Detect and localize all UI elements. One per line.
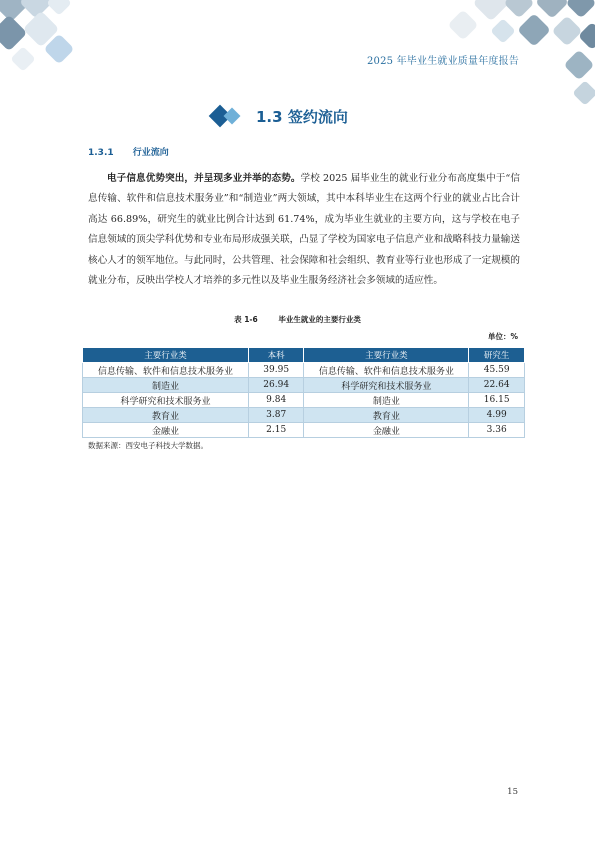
table-cell: 39.95 [248,363,304,378]
table-cell: 教育业 [83,408,249,423]
table-cell: 科学研究和技术服务业 [83,393,249,408]
section-number: 1.3 [256,108,283,126]
table-caption [0,314,595,325]
table-cell: 2.15 [248,423,304,438]
table-header-row [83,348,525,363]
table-cell: 3.87 [248,408,304,423]
page-number: 15 [507,787,518,797]
table-cell: 金融业 [304,423,469,438]
table-cell: 信息传输、软件和信息技术服务业 [83,363,249,378]
industry-table [82,347,525,438]
header-industry-undergrad: 主要行业类 [83,348,249,363]
table-cell: 9.84 [248,393,304,408]
table-row [83,423,525,438]
table-cell: 45.59 [469,363,525,378]
section-title [256,106,348,127]
table-cell: 26.94 [248,378,304,393]
table-caption-number: 表 1-6 [234,315,258,324]
table-cell: 3.36 [469,423,525,438]
table-caption-title: 毕业生就业的主要行业类 [278,315,361,324]
section-title-text: 签约流向 [287,108,348,126]
subsection-title: 行业流向 [132,148,169,158]
table-cell: 16.15 [469,393,525,408]
table-cell: 制造业 [304,393,469,408]
data-source-note: 数据来源：西安电子科技大学数据。 [88,441,208,450]
table-cell: 科学研究和技术服务业 [304,378,469,393]
subsection-number: 1.3.1 [88,148,114,158]
table-row [83,408,525,423]
paragraph-lead: 电子信息优势突出，并呈现多业并举的态势。 [107,173,301,184]
subsection-heading [88,145,169,158]
table-cell: 制造业 [83,378,249,393]
header-industry-grad: 主要行业类 [304,348,469,363]
table-unit: 单位：% [487,332,518,341]
table-cell: 信息传输、软件和信息技术服务业 [304,363,469,378]
table-cell: 22.64 [469,378,525,393]
paragraph-body: 学校 2025 届毕业生的就业行业分布高度集中于“信息传输、软件和信息技术服务业”和“制造业”两大领域，其中本科毕业生在这两个行业的就业占比合计高达 66.89%，研究生的就业比例合计达到 61.74%，成为毕业生就业的主要方向，这与学校在电子信息领域的顶尖学科优势和专业布局形成强关联，凸显了学校为国家电子信息产业和战略科技力量输送核心人才的领军地位。与此同时，公共管理、社会保障和社会组织、教育业等行业也形成了一定规模的就业分布，反映出学校人才培养的多元性以及毕业生服务经济社会多领域的适应性。 [88,173,520,287]
table-row [83,363,525,378]
table-row [83,378,525,393]
table-row [83,393,525,408]
table-cell: 教育业 [304,408,469,423]
header-undergrad: 本科 [248,348,304,363]
table-cell: 4.99 [469,408,525,423]
header-grad: 研究生 [469,348,525,363]
report-header-title: 2025 年毕业生就业质量年度报告 [366,56,519,67]
table-cell: 金融业 [83,423,249,438]
body-paragraph [88,169,520,291]
